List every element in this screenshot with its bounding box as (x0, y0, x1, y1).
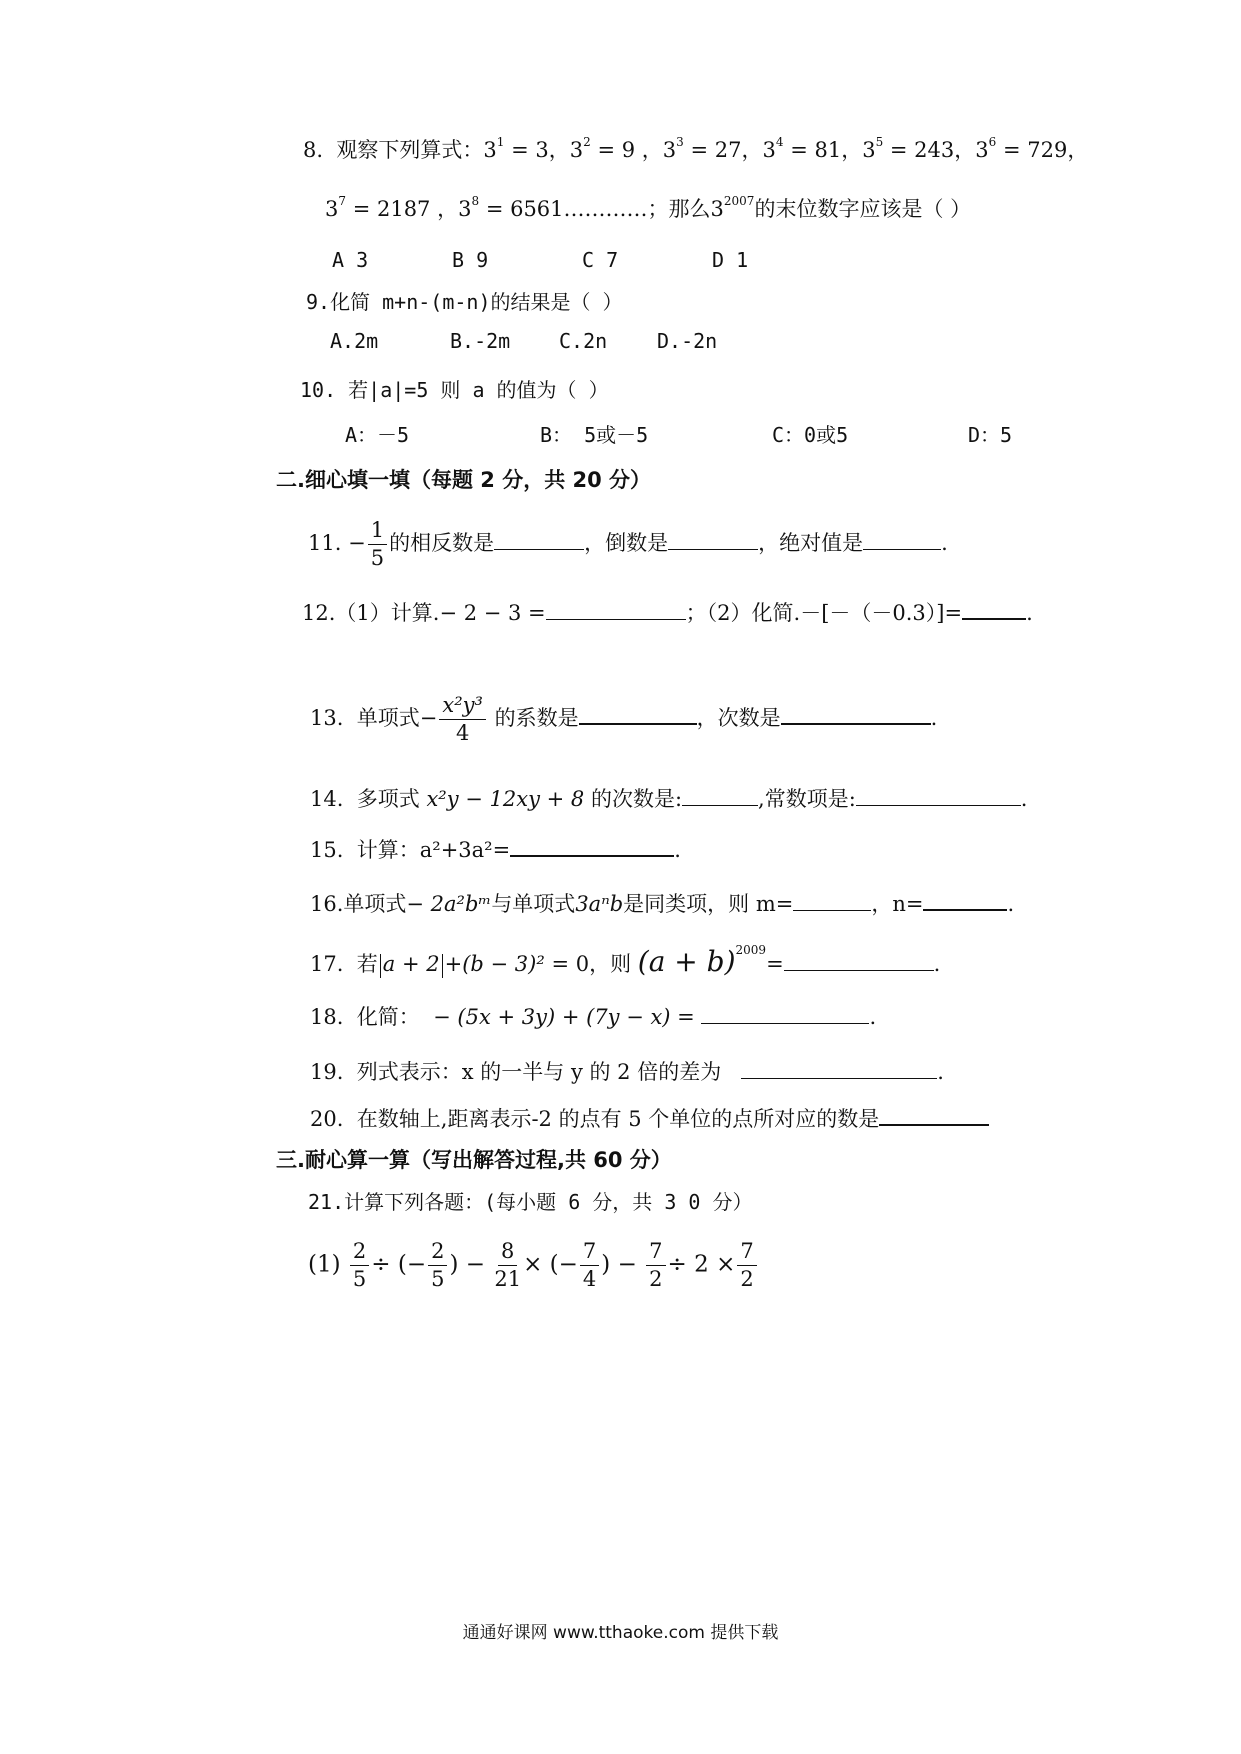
q10-text: 10. 若|a|=5 则 a 的值为（ ） (300, 378, 609, 402)
q8-power-7: $3^7 = 2187$ (325, 194, 431, 221)
section2-heading: 二.细心填一填（每题 2 分，共 20 分） (276, 468, 652, 492)
q21-text: 21.计算下列各题：(每小题 6 分，共 3 0 分） (308, 1190, 753, 1214)
q15-blank[interactable] (510, 837, 674, 857)
q17-blank[interactable] (784, 952, 934, 971)
q8-number: 8. (303, 138, 324, 162)
q13-blank-coefficient[interactable] (579, 705, 697, 725)
q10-option-d: D：5 (968, 423, 1013, 447)
q8-option-c: C 7 (582, 248, 619, 272)
q10-option-a: A：－5 (345, 423, 410, 447)
q15-line: 15. 计算：a²+3a²= . (310, 838, 681, 862)
q9-option-c: C.2n (559, 329, 608, 353)
q11-fraction: $\frac{1}{5}$ (368, 519, 387, 570)
page-footer: 通通好课网 www.tthaoke.com 提供下载 (462, 1623, 779, 1643)
q10-option-c: C：0或5 (772, 423, 849, 447)
q21-sub1-label: (1) (308, 1251, 341, 1278)
q8-line2: $3^7 = 2187$ ，$3^8$ = 6561…………；那么$3^{2007}$的末位数字应该是（ ） (325, 194, 972, 221)
q18-blank[interactable] (701, 1005, 869, 1024)
q19-line: 19. 列式表示：x 的一半与 y 的 2 倍的差为 . (310, 1060, 944, 1084)
q18-line: 18. 化简： − (5x + 3y) + (7y − x) = . (310, 1005, 877, 1029)
q8-power-3: $3^3 = 27$ (662, 135, 742, 162)
q10-option-b: B： 5或－5 (540, 423, 649, 447)
q21-sub1: (1) $\frac{2}{5}$ ÷ (− $\frac{2}{5}$ ) − $\frac{8}{21}$ × (− $\frac{7}{4}$ ) − $\frac{7}{2}$ ÷ 2 × $\frac{7}{2}$ (308, 1240, 759, 1291)
q8-dots: …………；那么 (563, 197, 711, 221)
q13-line: 13. 单项式− $\frac{\text{x²y³}}{4}$ 的系数是 ，次数是 . (310, 693, 938, 746)
q9-option-b: B.-2m (450, 329, 511, 353)
q9-text: 9.化简 m+n-(m-n)的结果是（ ） (306, 290, 623, 314)
q14-line: 14. 多项式 x²y − 12xy + 8 的次数是: ,常数项是: . (310, 787, 1028, 811)
q8-power-6: $3^6 = 729$ (975, 135, 1068, 162)
q11-blank-reciprocal[interactable] (668, 531, 758, 550)
q14-blank-degree[interactable] (682, 787, 758, 806)
q11-line: 11. − $\frac{1}{5}$ 的相反数是 ，倒数是 ，绝对值是 . (308, 518, 948, 571)
q12-line: 12.（1）计算.− 2 − 3 = ；（2）化简.－[－（－0.3）]= . (302, 601, 1033, 625)
q8-power-4: $3^4 = 81$ (762, 135, 842, 162)
q8-target: $3^{2007}$ (710, 194, 755, 221)
q11-blank-absolute[interactable] (863, 531, 941, 550)
q8-line1: 8. 观察下列算式：$3^1 = 3$，$3^2 = 9$ ，$3^3 = 27$，$3^4 = 81$，$3^5 = 243$，$3^6 = 729$， (303, 135, 1089, 162)
q8-option-b: B 9 (452, 248, 489, 272)
q8-tail: 的末位数字应该是（ ） (754, 197, 972, 221)
q8-power-8: $3^8 = 6561$ (458, 194, 564, 221)
q16-blank-n[interactable] (923, 891, 1007, 911)
q11-blank-opposite[interactable] (494, 531, 584, 550)
q8-option-d: D 1 (712, 248, 749, 272)
q20-blank[interactable] (879, 1106, 989, 1126)
q19-blank[interactable] (741, 1060, 937, 1079)
q16-line: 16.单项式− 2a²bᵐ与单项式3aⁿb是同类项，则 m= ，n= . (310, 892, 1015, 916)
q17-line: 17. 若 a + 2 +(b − 3)² = 0，则 $(a + b)^{2009}=$ . (310, 943, 941, 978)
q8-power-2: $3^2 = 9$ (569, 135, 636, 162)
q20-line: 20. 在数轴上,距离表示-2 的点有 5 个单位的点所对应的数是 (310, 1106, 989, 1130)
section3-heading: 三.耐心算一算（写出解答过程,共 60 分） (276, 1148, 672, 1172)
q9-option-a: A.2m (330, 329, 379, 353)
q9-option-d: D.-2n (657, 329, 718, 353)
q12-blank-1[interactable] (546, 601, 686, 620)
q14-blank-constant[interactable] (856, 787, 1021, 806)
q8-intro: 观察下列算式： (336, 138, 484, 162)
q8-power-5: $3^5 = 243$ (862, 135, 955, 162)
q13-blank-degree[interactable] (781, 705, 931, 725)
q8-option-a: A 3 (332, 248, 369, 272)
q8-power-1: $3^1 = 3$ (483, 135, 549, 162)
q12-blank-2[interactable] (962, 600, 1026, 620)
q16-blank-m[interactable] (793, 892, 871, 911)
q13-fraction: $\frac{\text{x²y³}}{4}$ (439, 694, 486, 745)
